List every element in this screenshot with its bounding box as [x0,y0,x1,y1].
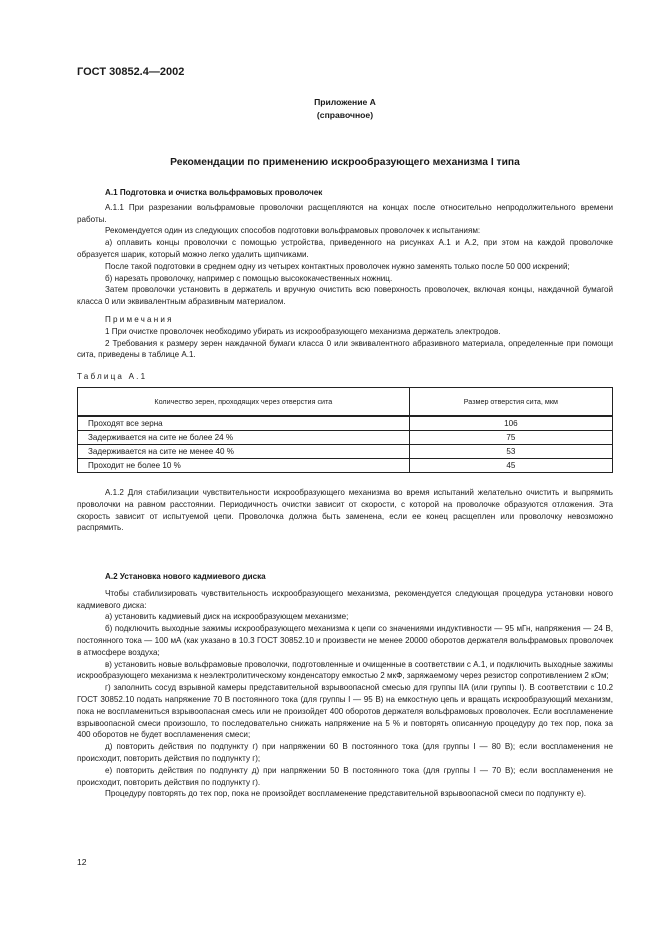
appendix-type: (справочное) [316,110,374,120]
page-title: Рекомендации по применению искрообразующего механизма I типа [170,157,520,168]
appendix-label [77,96,613,122]
paragraph: А.1.1 При разрезании вольфрамовые проволочки расщепляются на концах после относительно непродолжительного времени работы. [77,202,613,224]
paragraph: а) установить кадмиевый диск на искрообразующем механизме; [105,612,349,622]
paragraph: После такой подготовки в среднем одну из четырех контактных проволочек нужно заменять только после 50 000 искрений; [105,261,570,271]
document-header: ГОСТ 30852.4—2002 [77,66,185,78]
paragraph: а) оплавить концы проволочки с помощью устройства, приведенного на рисунках А.1 и А.2, при этом на каждой проволочке образуется шарик, который можно легко удалить щипчиками. [77,238,613,259]
column-header: Размер отверстия сита, мкм [409,387,612,416]
section-a2 [77,571,613,800]
column-header: Количество зерен, проходящих через отверстия сита [78,387,410,416]
paragraph: Чтобы стабилизировать чувствительность искрообразующего механизма, рекомендуется следующая процедура установки нового кадмиевого диска: [77,588,613,610]
paragraph: Процедуру повторять до тех пор, пока не произойдет воспламенение представительной взрывоопасной смеси по подпункту е). [105,789,587,799]
cell: 75 [409,430,612,444]
cell: Проходит не более 10 % [78,458,410,472]
paragraph: Затем проволочки установить в держатель и вручную очистить всю поверхность проволочек, включая концы, наждачной бумагой класса 0 или эквивалентным абразивным материалом. [77,285,613,307]
table-row [78,416,613,431]
cell: Задерживается на сите не менее 40 % [78,444,410,458]
note: 2 Требования к размеру зерен наждачной бумаги класса 0 или эквивалентного абразивного материала, определенные при помощи сита, приведены в таблице А.1. [77,338,613,360]
paragraph: Рекомендуется один из следующих способов подготовки вольфрамовых проволочек к испытаниям: [105,226,481,236]
paragraph: А.1.2 Для стабилизации чувствительности искрообразующего механизма во время испытаний желательно очистить и выпрямить проволочки на равном расстоянии. Периодичность очистки зависит от скорости, с которой на проволочке образуются отложения. Эта скорость зависит от испытуемой цепи. Проволочка должна быть заменена, если ее конец расщеплен или проволочку невозможно распрямить. [77,487,613,533]
section-heading: А.1 Подготовка и очистка вольфрамовых проволочек [105,188,323,197]
section-a1 [77,187,613,534]
paragraph: б) подключить выходные зажимы искрообразующего механизма к цепи со значениями индуктивности — 95 мГн, напряжения — 24 В, постоянного тока — 100 мА (как указано в 10.3 ГОСТ 30852.10 и произвести не менее 20000 оборотов держателя вольфрамовых проволочек в атмосфере воздуха; [77,624,613,657]
sieve-table [77,387,613,473]
table-row [78,430,613,444]
notes-label: Примечания [105,314,174,324]
paragraph: б) нарезать проволочку, например с помощью высококачественных ножниц. [105,273,393,283]
cell: Проходят все зерна [78,416,410,431]
section-heading: А.2 Установка нового кадмиевого диска [105,572,266,581]
table-row [78,444,613,458]
paragraph: в) установить новые вольфрамовые проволочки, подготовленные и очищенные в соответствии с А.1, и подключить выходные зажимы искрообразующего механизма к неэлектролитическому конденсатору емкостью 2 мкФ, заряжаемому через резистор сопротивлением 2 кОм; [77,659,613,681]
page-number: 12 [77,857,87,867]
note: 1 При очистке проволочек необходимо убирать из искрообразующего механизма держатель электродов. [105,326,501,336]
cell: 53 [409,444,612,458]
paragraph: е) повторить действия по подпункту д) при напряжении 50 В постоянного тока (для группы I — 70 В); если воспламенения не происходит, повторить действия по подпункту г). [77,765,613,787]
cell: 106 [409,416,612,431]
appendix-title: Приложение А [314,97,376,107]
table-caption: Таблица А.1 [77,372,148,382]
paragraph: г) заполнить сосуд взрывной камеры представительной взрывоопасной смесью для группы IIA (или группы I). В соответствии с 10.2 ГОСТ 30852.10 подать напряжение 70 В постоянного тока (для группы I — 95 В) на емкостную цепь и вращать искрообразующий механизм, пока не воспламениться взрывоопасная смесь или не произойдет 400 оборотов держателя вольфрамовых проволочек. Если воспламенение взрывоопасной смеси произошло, то последовательно снижать напряжение на 5 % и повторять описанную процедуру до тех пор, пока за 400 оборотов не будет воспламенения смеси; [77,683,613,740]
paragraph: д) повторить действия по подпункту г) при напряжении 60 В постоянного тока (для группы I — 80 В); если воспламенения не происходит, повторить действия по подпункту г); [77,742,613,763]
table-header-row [78,387,613,416]
cell: Задерживается на сите не более 24 % [78,430,410,444]
cell: 45 [409,458,612,472]
table-row [78,458,613,472]
